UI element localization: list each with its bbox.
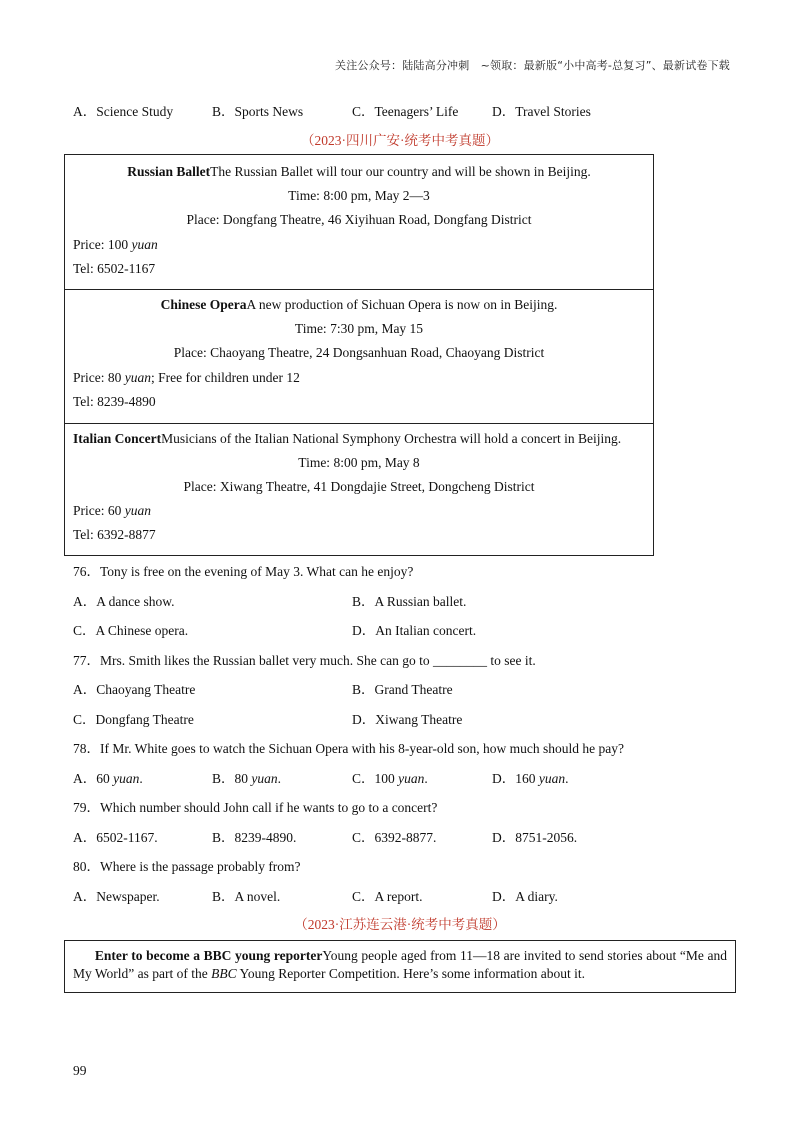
concert-tel: Tel: 6392-8877 bbox=[73, 527, 156, 542]
concert-price-label: Price: 60 bbox=[73, 503, 125, 518]
q78-b-end: . bbox=[277, 771, 282, 786]
q78-d-end: . bbox=[565, 771, 569, 786]
ballet-price-label: Price: 100 bbox=[73, 237, 132, 252]
q78-option-c bbox=[352, 767, 428, 787]
opera-desc: A new production of Sichuan Opera is now on in Beijing. bbox=[246, 297, 558, 312]
ballet-tel: Tel: 6502-1167 bbox=[73, 261, 156, 276]
source-label-2: （2023·江苏连云港·统考中考真题） bbox=[294, 917, 506, 932]
concert-price bbox=[73, 503, 151, 519]
question-76: 76．Tony is free on the evening of May 3. What can he enjoy? bbox=[73, 564, 414, 579]
q78-a-unit: yuan bbox=[113, 771, 140, 786]
russian-ballet-section bbox=[65, 155, 653, 289]
q76-option-a: A．A dance show. bbox=[73, 594, 175, 609]
q78-b-unit: yuan bbox=[251, 771, 278, 786]
q80-option-c: C．A report. bbox=[352, 889, 423, 904]
bbc-reporter-box bbox=[64, 940, 736, 993]
option-d: D．Travel Stories bbox=[492, 104, 591, 119]
events-box bbox=[64, 154, 654, 556]
question-79: 79．Which number should John call if he wants to go to a concert? bbox=[73, 800, 438, 815]
q78-d-num: D．160 bbox=[492, 771, 539, 786]
ballet-heading bbox=[65, 164, 653, 180]
ballet-price-unit: yuan bbox=[131, 237, 158, 252]
q78-c-unit: yuan bbox=[398, 771, 425, 786]
ballet-desc: The Russian Ballet will tour our country and will be shown in Beijing. bbox=[210, 164, 591, 179]
concert-price-unit: yuan bbox=[124, 503, 151, 518]
chinese-opera-section bbox=[65, 289, 653, 423]
q78-option-a bbox=[73, 767, 143, 787]
page-header: 关注公众号：陆陆高分冲刺 ~领取：最新版“小中高考-总复习”、最新试卷下载 bbox=[335, 59, 730, 72]
q78-d-unit: yuan bbox=[538, 771, 566, 786]
q77-option-a: A．Chaoyang Theatre bbox=[73, 682, 196, 697]
question-80: 80．Where is the passage probably from? bbox=[73, 859, 301, 874]
q78-c-num: C．100 bbox=[352, 771, 399, 786]
q80-option-d: D．A diary. bbox=[492, 889, 558, 904]
bbc-box-text2: Young Reporter Competition. Here’s some information about it. bbox=[236, 966, 585, 981]
opera-price-rest: ; Free for children under 12 bbox=[151, 370, 300, 385]
q78-option-d bbox=[492, 767, 569, 787]
q76-option-c: C．A Chinese opera. bbox=[73, 623, 189, 638]
concert-time: Time: 8:00 pm, May 8 bbox=[298, 455, 420, 470]
question-77: 77．Mrs. Smith likes the Russian ballet very much. She can go to ________ to see it. bbox=[73, 653, 536, 668]
concert-place: Place: Xiwang Theatre, 41 Dongdajie Street, Dongcheng District bbox=[183, 479, 535, 494]
option-c: C．Teenagers’ Life bbox=[352, 104, 459, 119]
option-a: A．Science Study bbox=[73, 104, 174, 119]
q77-option-b: B．Grand Theatre bbox=[352, 682, 453, 697]
option-b: B．Sports News bbox=[212, 104, 304, 119]
ballet-price bbox=[73, 237, 158, 253]
concert-heading bbox=[73, 431, 621, 447]
q80-option-b: B．A novel. bbox=[212, 889, 281, 904]
q79-option-a: A．6502-1167. bbox=[73, 830, 158, 845]
opera-price-unit: yuan bbox=[124, 370, 151, 385]
source-label: （2023·四川广安·统考中考真题） bbox=[301, 133, 499, 148]
italian-concert-section bbox=[65, 423, 653, 555]
ballet-time: Time: 8:00 pm, May 2—3 bbox=[288, 188, 430, 203]
ballet-title: Russian Ballet bbox=[127, 164, 211, 179]
opera-heading bbox=[65, 297, 653, 313]
q78-a-end: . bbox=[139, 771, 143, 786]
opera-price-label: Price: 80 bbox=[73, 370, 125, 385]
q77-option-d: D．Xiwang Theatre bbox=[352, 712, 463, 727]
bbc-box-title: Enter to become a BBC young reporter bbox=[94, 948, 323, 963]
ballet-place: Place: Dongfang Theatre, 46 Xiyihuan Road, Dongfang District bbox=[186, 212, 532, 227]
q79-option-c: C．6392-8877. bbox=[352, 830, 437, 845]
q77-option-c: C．Dongfang Theatre bbox=[73, 712, 194, 727]
bbc-box-bbc: BBC bbox=[211, 966, 237, 981]
opera-tel: Tel: 8239-4890 bbox=[73, 394, 156, 409]
concert-desc: Musicians of the Italian National Symphony Orchestra will hold a concert in Beijing. bbox=[161, 431, 622, 446]
q79-option-d: D．8751-2056. bbox=[492, 830, 578, 845]
opera-price bbox=[73, 370, 300, 386]
bbc-box-text1: Young people aged from 11—18 are invited to send stories about “Me and My World” as part of the bbox=[73, 948, 728, 981]
opera-place: Place: Chaoyang Theatre, 24 Dongsanhuan Road, Chaoyang District bbox=[173, 345, 545, 360]
q78-a-num: A．60 bbox=[73, 771, 114, 786]
q79-option-b: B．8239-4890. bbox=[212, 830, 297, 845]
q78-option-b bbox=[212, 767, 281, 787]
q78-c-end: . bbox=[424, 771, 428, 786]
question-78: 78．If Mr. White goes to watch the Sichuan Opera with his 8-year-old son, how much should he pay? bbox=[73, 741, 624, 756]
q76-option-d: D．An Italian concert. bbox=[352, 623, 477, 638]
page-number: 99 bbox=[73, 1063, 87, 1078]
opera-title: Chinese Opera bbox=[160, 297, 247, 312]
q80-option-a: A．Newspaper. bbox=[73, 889, 160, 904]
opera-time: Time: 7:30 pm, May 15 bbox=[294, 321, 424, 336]
q76-option-b: B．A Russian ballet. bbox=[352, 594, 467, 609]
concert-title: Italian Concert bbox=[73, 431, 162, 446]
q78-b-num: B．80 bbox=[212, 771, 252, 786]
